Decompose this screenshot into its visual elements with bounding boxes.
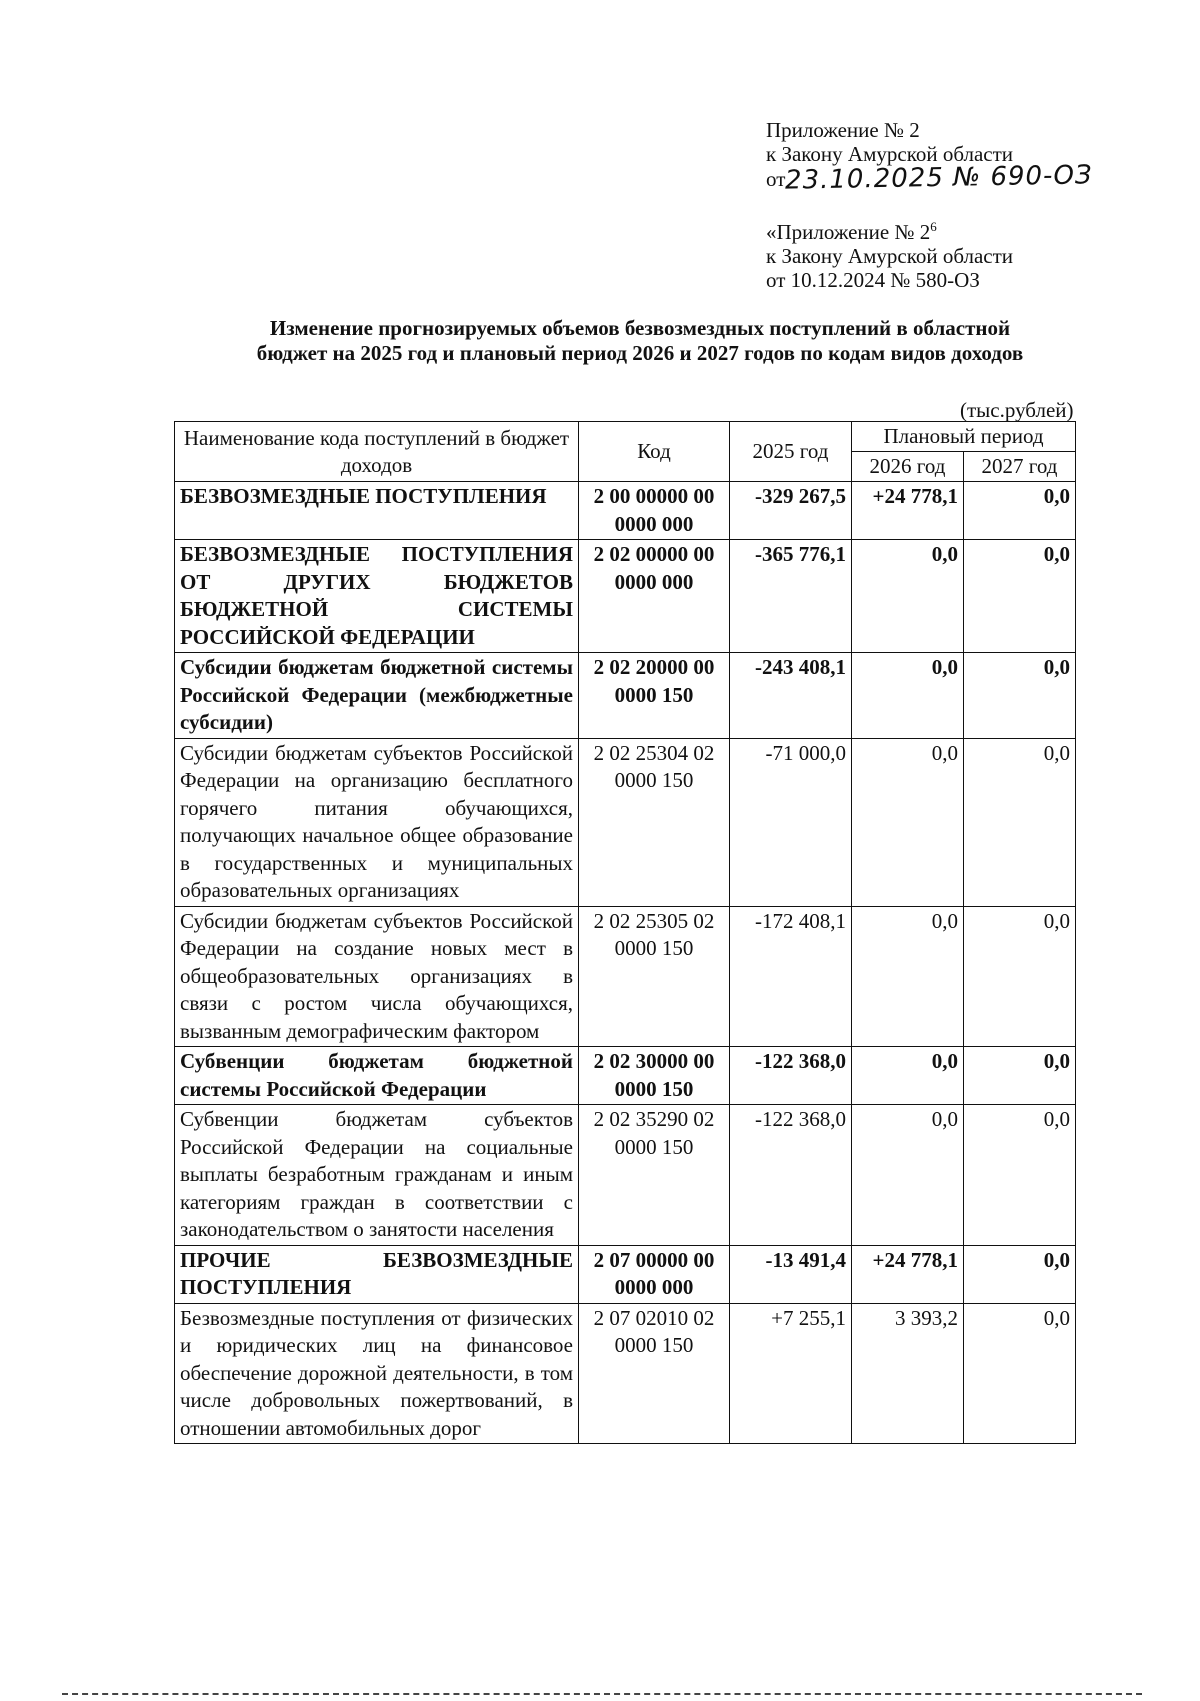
page-edge-divider (62, 1693, 1142, 1695)
row-2026: +24 778,1 (852, 482, 964, 540)
row-2027: 0,0 (964, 1245, 1076, 1303)
row-2027: 0,0 (964, 653, 1076, 739)
row-2027: 0,0 (964, 1303, 1076, 1444)
title-line-2: бюджет на 2025 год и плановый период 2026 и 2027 годов по кодам видов доходов (256, 341, 1024, 365)
prev-appendix-date: от 10.12.2024 № 580-ОЗ (766, 268, 980, 292)
row-2027: 0,0 (964, 1047, 1076, 1105)
table-row (175, 1245, 1076, 1303)
row-code: 2 02 25305 02 0000 150 (579, 906, 730, 1047)
row-2027: 0,0 (964, 906, 1076, 1047)
row-2025: -13 491,4 (730, 1245, 852, 1303)
header-name: Наименование кода поступлений в бюджет доходов (175, 422, 579, 482)
table-row (175, 1105, 1076, 1246)
row-name: БЕЗВОЗМЕЗДНЫЕ ПОСТУПЛЕНИЯ (175, 482, 579, 540)
table-row (175, 653, 1076, 739)
row-2026: 3 393,2 (852, 1303, 964, 1444)
row-2025: -329 267,5 (730, 482, 852, 540)
row-2025: -71 000,0 (730, 738, 852, 906)
appendix-law: к Закону Амурской области (766, 142, 1014, 166)
title-line-1: Изменение прогнозируемых объемов безвозмездных поступлений в областной (269, 316, 1011, 340)
table-row (175, 738, 1076, 906)
row-name: Субсидии бюджетам субъектов Российской Федерации на организацию бесплатного горячего питания обучающихся, получающих начальное общее образование в государственных и муниципальных образовательных организациях (175, 738, 579, 906)
header-2027: 2027 год (964, 452, 1076, 482)
row-2026: 0,0 (852, 1105, 964, 1246)
row-code: 2 02 30000 00 0000 150 (579, 1047, 730, 1105)
handwritten-date-number: 23.10.2025 № 690-ОЗ (785, 160, 1094, 196)
document-title (160, 316, 1120, 366)
table-row (175, 540, 1076, 653)
row-2027: 0,0 (964, 482, 1076, 540)
row-2025: -122 368,0 (730, 1105, 852, 1246)
row-2025: -172 408,1 (730, 906, 852, 1047)
header-code: Код (579, 422, 730, 482)
row-name: Субсидии бюджетам бюджетной системы Российской Федерации (межбюджетные субсидии) (175, 653, 579, 739)
date-prefix: от (766, 167, 786, 191)
header-planned-period: Плановый период (852, 422, 1076, 452)
current-appendix-reference (766, 118, 1094, 196)
row-name: Субсидии бюджетам субъектов Российской Федерации на создание новых мест в общеобразовательных организациях в связи с ростом числа обучающихся, вызванным демографическим фактором (175, 906, 579, 1047)
row-2025: -243 408,1 (730, 653, 852, 739)
row-2027: 0,0 (964, 738, 1076, 906)
row-2026: 0,0 (852, 540, 964, 653)
appendix-date-line (766, 160, 1094, 196)
previous-appendix-reference (766, 220, 1013, 292)
table-row (175, 1047, 1076, 1105)
row-code: 2 02 20000 00 0000 150 (579, 653, 730, 739)
row-name: БЕЗВОЗМЕЗДНЫЕ ПОСТУПЛЕНИЯ ОТ ДРУГИХ БЮДЖЕТОВ БЮДЖЕТНОЙ СИСТЕМЫ РОССИЙСКОЙ ФЕДЕРАЦИИ (175, 540, 579, 653)
row-code: 2 00 00000 00 0000 000 (579, 482, 730, 540)
header-2026: 2026 год (852, 452, 964, 482)
row-2025: -365 776,1 (730, 540, 852, 653)
row-2026: 0,0 (852, 906, 964, 1047)
header-2025: 2025 год (730, 422, 852, 482)
row-2027: 0,0 (964, 1105, 1076, 1246)
row-code: 2 02 25304 02 0000 150 (579, 738, 730, 906)
row-code: 2 07 00000 00 0000 000 (579, 1245, 730, 1303)
row-2026: 0,0 (852, 738, 964, 906)
row-code: 2 07 02010 02 0000 150 (579, 1303, 730, 1444)
row-name: ПРОЧИЕ БЕЗВОЗМЕЗДНЫЕ ПОСТУПЛЕНИЯ (175, 1245, 579, 1303)
prev-appendix-number: «Приложение № $2^6$ (766, 219, 937, 244)
row-code: 2 02 00000 00 0000 000 (579, 540, 730, 653)
units-label: (тыс.рублей) (960, 398, 1074, 422)
revenue-table (174, 421, 1076, 1444)
row-2026: +24 778,1 (852, 1245, 964, 1303)
row-2026: 0,0 (852, 653, 964, 739)
row-2025: -122 368,0 (730, 1047, 852, 1105)
row-name: Субвенции бюджетам субъектов Российской Федерации на социальные выплаты безработным гражданам и иным категориям граждан в соответствии с законодательством о занятости населения (175, 1105, 579, 1246)
row-code: 2 02 35290 02 0000 150 (579, 1105, 730, 1246)
table-row (175, 482, 1076, 540)
row-2025: +7 255,1 (730, 1303, 852, 1444)
prev-appendix-law: к Закону Амурской области (766, 244, 1014, 268)
row-name: Безвозмездные поступления от физических и юридических лиц на финансовое обеспечение дорожной деятельности, в том числе добровольных пожертвований, в отношении автомобильных дорог (175, 1303, 579, 1444)
appendix-number: Приложение № 2 (766, 118, 920, 142)
row-2026: 0,0 (852, 1047, 964, 1105)
table-row (175, 1303, 1076, 1444)
row-name: Субвенции бюджетам бюджетной системы Российской Федерации (175, 1047, 579, 1105)
table-row (175, 906, 1076, 1047)
row-2027: 0,0 (964, 540, 1076, 653)
appendix-superscript: 6 (930, 219, 937, 234)
